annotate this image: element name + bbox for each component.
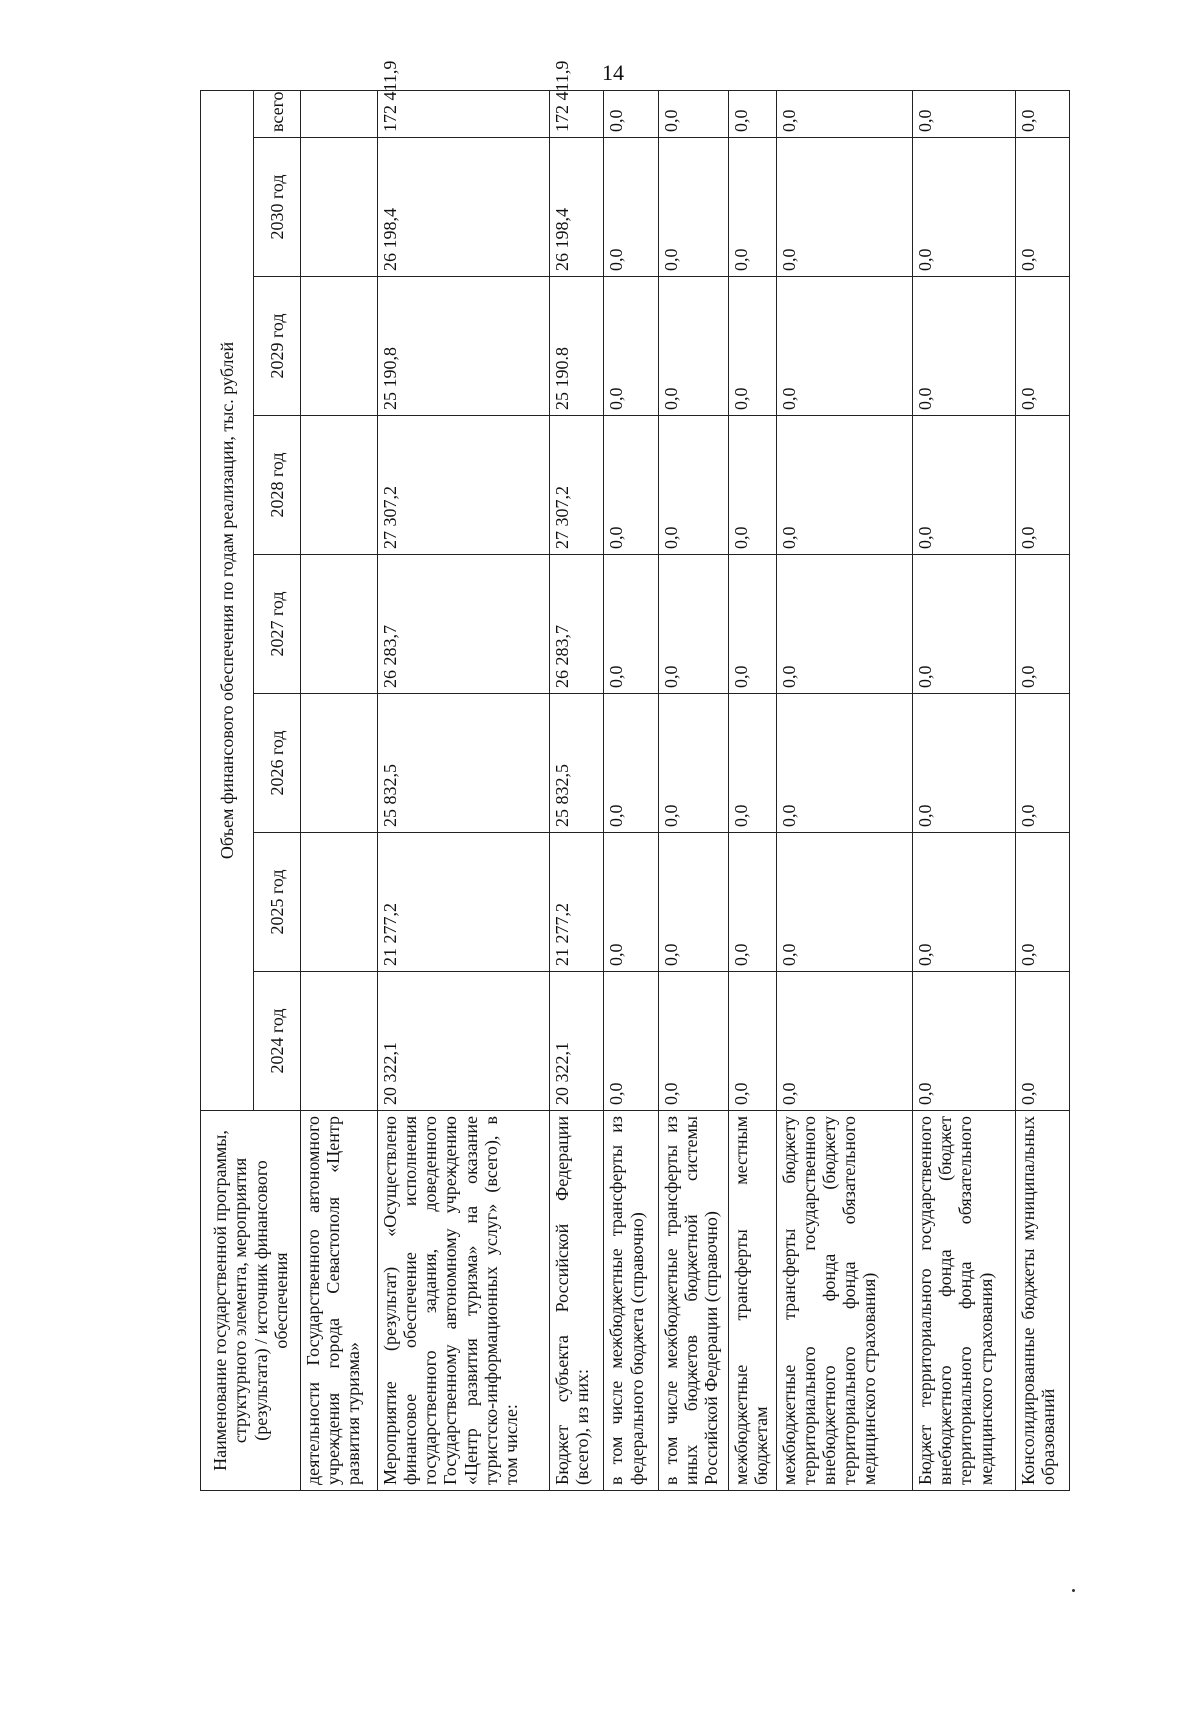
scan-speck (1072, 1589, 1075, 1592)
amount-cell: 0,0 (913, 277, 1016, 416)
table-row (1015, 90, 1069, 1490)
amount-cell: 26 198,4 (377, 138, 549, 277)
amount-cell: 25 832,5 (550, 694, 604, 833)
total-cell: 0,0 (658, 90, 728, 137)
amount-cell: 0,0 (604, 555, 658, 694)
row-name-cell: Консолидированные бюджеты муниципальных образований (1015, 1111, 1069, 1491)
table-row (776, 90, 912, 1490)
amount-cell: 0,0 (728, 972, 776, 1111)
amount-cell: 0,0 (658, 277, 728, 416)
amount-cell: 0,0 (776, 694, 912, 833)
amount-cell: 0,0 (1015, 972, 1069, 1111)
amount-cell: 0,0 (1015, 833, 1069, 972)
amount-cell: 0,0 (604, 694, 658, 833)
amount-cell: 0,0 (728, 277, 776, 416)
amount-cell (301, 694, 378, 833)
amount-cell: 21 277,2 (377, 833, 549, 972)
row-name-cell: межбюджетные трансферты бюджету территориального государственного внебюджетного фонда (бюджету территориального фонда обязательного медицинского страхования) (776, 1111, 912, 1491)
amount-cell (301, 277, 378, 416)
total-cell: 0,0 (913, 90, 1016, 137)
amount-cell: 0,0 (913, 694, 1016, 833)
amount-cell: 20 322,1 (550, 972, 604, 1111)
row-name-cell: деятельности Государственного автономного учреждения города Севастополя «Центр развития туризма» (301, 1111, 378, 1491)
amount-cell: 0,0 (658, 972, 728, 1111)
table-row (377, 90, 549, 1490)
row-name-cell: Бюджет территориального государственного внебюджетного фонда (бюджет территориального фонда обязательного медицинского страхования) (913, 1111, 1016, 1491)
amount-cell: 0,0 (1015, 138, 1069, 277)
amount-cell: 0,0 (604, 277, 658, 416)
header-year: 2025 год (254, 833, 301, 972)
total-cell: 172 411,9 (377, 90, 549, 137)
amount-cell: 0,0 (728, 138, 776, 277)
amount-cell: 0,0 (728, 694, 776, 833)
amount-cell: 25 190.8 (550, 277, 604, 416)
amount-cell: 0,0 (728, 555, 776, 694)
amount-cell: 0,0 (658, 555, 728, 694)
amount-cell: 20 322,1 (377, 972, 549, 1111)
amount-cell: 0,0 (658, 138, 728, 277)
amount-cell: 21 277,2 (550, 833, 604, 972)
amount-cell: 0,0 (913, 138, 1016, 277)
table-row (913, 90, 1016, 1490)
amount-cell: 0,0 (776, 555, 912, 694)
amount-cell: 0,0 (658, 694, 728, 833)
row-name-cell: в том числе межбюджетные трансферты из федерального бюджета (справочно) (604, 1111, 658, 1491)
amount-cell: 0,0 (913, 555, 1016, 694)
table-row (604, 90, 658, 1490)
amount-cell: 25 190,8 (377, 277, 549, 416)
amount-cell: 26 198,4 (550, 138, 604, 277)
amount-cell: 0,0 (604, 833, 658, 972)
table-row (550, 90, 604, 1490)
amount-cell: 0,0 (1015, 416, 1069, 555)
amount-cell: 0,0 (604, 138, 658, 277)
amount-cell: 0,0 (658, 833, 728, 972)
table-row (658, 90, 728, 1490)
total-cell: 0,0 (776, 90, 912, 137)
header-year: 2030 год (254, 138, 301, 277)
page-number: 14 (602, 60, 624, 85)
amount-cell: 0,0 (776, 277, 912, 416)
header-year: 2028 год (254, 416, 301, 555)
amount-cell: 0,0 (1015, 694, 1069, 833)
amount-cell: 25 832,5 (377, 694, 549, 833)
amount-cell: 0,0 (658, 416, 728, 555)
total-cell (301, 90, 378, 137)
total-cell: 172 411,9 (550, 90, 604, 137)
amount-cell: 0,0 (604, 972, 658, 1111)
amount-cell (301, 972, 378, 1111)
header-year: 2027 год (254, 555, 301, 694)
row-name-cell: Бюджет субъекта Российской Федерации (всего), из них: (550, 1111, 604, 1491)
amount-cell: 0,0 (776, 833, 912, 972)
table-row (301, 90, 378, 1490)
amount-cell (301, 416, 378, 555)
amount-cell: 0,0 (604, 416, 658, 555)
header-total: всего (254, 90, 301, 137)
amount-cell: 27 307,2 (550, 416, 604, 555)
amount-cell: 0,0 (1015, 277, 1069, 416)
amount-cell: 0,0 (1015, 555, 1069, 694)
amount-cell: 0,0 (776, 972, 912, 1111)
row-name-cell: межбюджетные трансферты местным бюджетам (728, 1111, 776, 1491)
amount-cell: 27 307,2 (377, 416, 549, 555)
amount-cell (301, 833, 378, 972)
header-financing-group: Объем финансового обеспечения по годам реализации, тыс. рублей (201, 90, 254, 1110)
amount-cell: 0,0 (728, 833, 776, 972)
amount-cell: 26 283,7 (550, 555, 604, 694)
row-name-cell: в том числе межбюджетные трансферты из иных бюджетов бюджетной системы Российской Федерации (справочно) (658, 1111, 728, 1491)
amount-cell: 0,0 (776, 416, 912, 555)
amount-cell: 0,0 (913, 972, 1016, 1111)
row-name-cell: Мероприятие (результат) «Осуществлено финансовое обеспечение исполнения государственного задания, доведенного Государственному автономному учреждению «Центр развития туризма» на оказание туристско-информационных услуг» (всего), в том числе: (377, 1111, 549, 1491)
amount-cell: 26 283,7 (377, 555, 549, 694)
total-cell: 0,0 (1015, 90, 1069, 137)
amount-cell: 0,0 (728, 416, 776, 555)
table-row (728, 90, 776, 1490)
amount-cell: 0,0 (913, 833, 1016, 972)
header-year: 2026 год (254, 694, 301, 833)
amount-cell (301, 138, 378, 277)
header-year: 2024 год (254, 972, 301, 1111)
amount-cell: 0,0 (913, 416, 1016, 555)
header-year: 2029 год (254, 277, 301, 416)
amount-cell: 0,0 (776, 138, 912, 277)
total-cell: 0,0 (604, 90, 658, 137)
amount-cell (301, 555, 378, 694)
header-name-column: Наименование государственной программы, структурного элемента, мероприятия (результата) / источник финансового обеспечения (201, 1111, 301, 1491)
total-cell: 0,0 (728, 90, 776, 137)
